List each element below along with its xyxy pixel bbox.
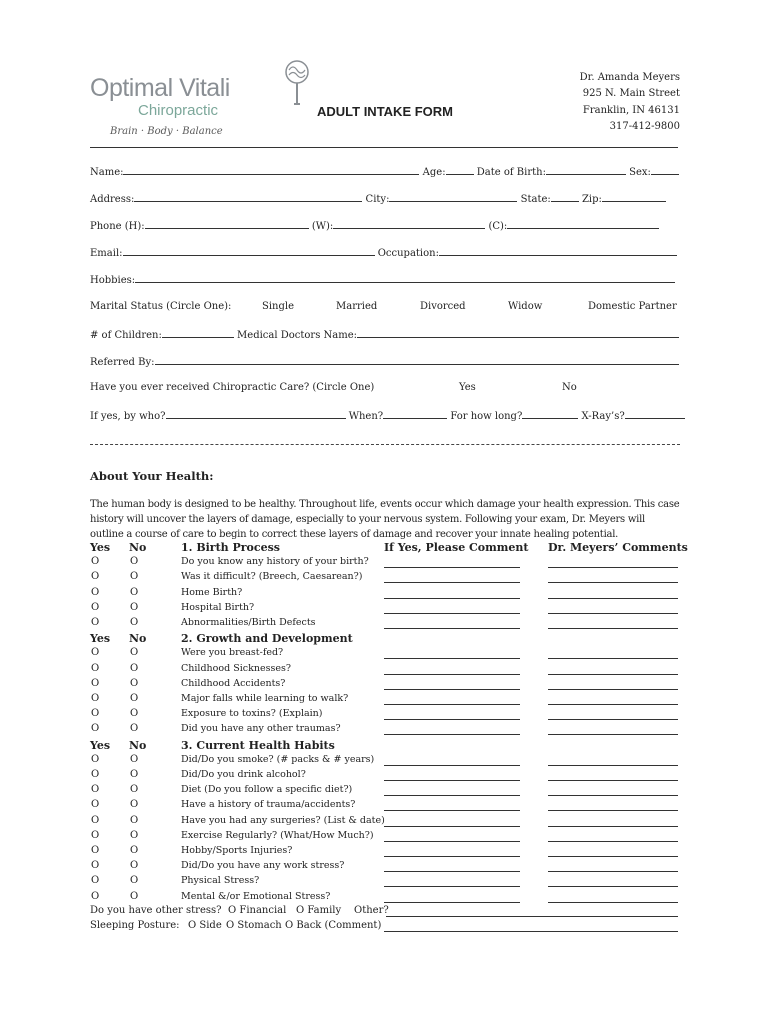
city-input[interactable] <box>389 192 517 202</box>
patient-comment-input[interactable] <box>384 877 520 887</box>
patient-comment-input[interactable] <box>384 847 520 857</box>
yes-circle[interactable]: O <box>91 769 100 780</box>
dr-comment-input[interactable] <box>548 756 678 766</box>
referred-row <box>90 355 679 368</box>
clinic-logo <box>90 60 235 145</box>
no-circle[interactable]: O <box>130 875 139 887</box>
no-circle[interactable]: O <box>130 617 139 628</box>
question-text: Do you know any history of your birth? <box>181 556 369 568</box>
patient-comment-input[interactable] <box>384 771 520 781</box>
sleep-side-option[interactable]: O Side <box>188 920 222 931</box>
no-circle[interactable]: O <box>130 890 139 902</box>
children-input[interactable] <box>162 328 234 338</box>
sleep-comment-input[interactable] <box>384 922 678 932</box>
sleep-stomach-option[interactable]: O Stomach <box>226 920 282 931</box>
dr-comment-input[interactable] <box>548 695 678 705</box>
no-circle[interactable]: O <box>130 799 139 811</box>
question-text: Abnormalities/Birth Defects <box>181 617 316 628</box>
col-no-header: No <box>129 541 147 554</box>
xrays-input[interactable] <box>625 409 685 419</box>
children-row <box>90 328 679 341</box>
address-label: Address: <box>90 194 135 205</box>
patient-comment-input[interactable] <box>384 801 520 811</box>
no-circle[interactable]: O <box>130 586 139 598</box>
no-circle[interactable]: O <box>130 708 139 720</box>
question-text: Hospital Birth? <box>181 601 255 613</box>
marital-domestic-partner[interactable]: Domestic Partner <box>588 301 677 312</box>
patient-comment-input[interactable] <box>384 573 520 583</box>
health-intro-line-3: outline a course of care to begin to correct these layers of damage and recover your innate healing potential. <box>90 529 619 540</box>
phone-work-input[interactable] <box>333 219 485 229</box>
stress-family-option[interactable]: O Family <box>296 905 342 916</box>
question-text: Have a history of trauma/accidents? <box>181 799 356 811</box>
health-intro-line-1: The human body is designed to be healthy. Throughout life, events occur which damage your health expression. This case <box>90 499 680 510</box>
email-row <box>90 246 677 259</box>
question-text: Was it difficult? (Breech, Caesarean?) <box>181 571 363 583</box>
col-dr-comments-header: Dr. Meyers’ Comments <box>548 541 688 554</box>
question-text: Diet (Do you follow a specific diet?) <box>181 784 353 796</box>
marital-married[interactable]: Married <box>336 301 378 312</box>
when-label: When? <box>348 411 384 422</box>
chiro-care-question: Have you ever received Chiropractic Care? (Circle One) <box>90 382 375 393</box>
dr-comment-input[interactable] <box>548 862 678 872</box>
phone-row <box>90 219 659 232</box>
yes-circle[interactable]: O <box>91 662 100 674</box>
no-circle[interactable]: O <box>130 784 139 796</box>
dr-comment-input[interactable] <box>548 877 678 887</box>
referred-label: Referred By: <box>90 357 155 368</box>
xrays-label: X-Ray’s? <box>581 411 625 422</box>
dr-comment-input[interactable] <box>548 649 678 659</box>
col-comment-header: If Yes, Please Comment <box>384 541 529 554</box>
yes-circle[interactable]: O <box>91 617 100 628</box>
name-label: Name: <box>90 167 124 178</box>
question-text: Childhood Sicknesses? <box>181 662 291 674</box>
section-title: 3. Current Health Habits <box>181 738 335 752</box>
city-label: City: <box>365 194 390 205</box>
section-title: 2. Growth and Development <box>181 632 353 646</box>
no-circle[interactable]: O <box>130 860 139 872</box>
dr-comment-input[interactable] <box>548 847 678 857</box>
patient-comment-input[interactable] <box>384 558 520 568</box>
occupation-input[interactable] <box>439 246 677 256</box>
no-circle[interactable]: O <box>130 662 139 674</box>
age-label: Age: <box>422 167 446 178</box>
yes-circle[interactable]: O <box>91 890 100 902</box>
no-circle[interactable]: O <box>130 647 139 659</box>
occupation-label: Occupation: <box>377 248 439 259</box>
section-divider <box>90 444 680 445</box>
state-label: State: <box>520 194 551 205</box>
no-circle[interactable]: O <box>130 829 139 841</box>
phone-cell-input[interactable] <box>507 219 659 229</box>
dr-comment-input[interactable] <box>548 573 678 583</box>
yes-circle[interactable]: O <box>91 556 100 568</box>
by-who-input[interactable] <box>166 409 346 419</box>
sleeping-posture-label: Sleeping Posture: <box>90 920 180 931</box>
phone-home-label: Phone (H): <box>90 221 145 232</box>
col-yes-header: Yes <box>90 541 111 554</box>
phone-home-input[interactable] <box>145 219 309 229</box>
doctor-city: Franklin, IN 46131 <box>582 105 680 116</box>
dr-comment-input[interactable] <box>548 619 678 629</box>
how-long-input[interactable] <box>522 409 578 419</box>
patient-comment-input[interactable] <box>384 619 520 629</box>
question-text: Did/Do you smoke? (# packs & # years) <box>181 753 375 765</box>
address-row <box>90 192 666 205</box>
patient-comment-input[interactable] <box>384 589 520 599</box>
tree-brain-icon <box>280 60 314 106</box>
hobbies-label: Hobbies: <box>90 275 136 286</box>
yes-circle[interactable]: O <box>91 814 100 826</box>
phone-cell-label: (C): <box>488 221 508 232</box>
children-label: # of Children: <box>90 330 162 341</box>
yes-circle[interactable]: O <box>91 860 100 872</box>
yes-circle[interactable]: O <box>91 875 100 887</box>
stress-other-label: Other? <box>354 905 389 916</box>
question-text: Did/Do you have any work stress? <box>181 860 345 872</box>
logo-name: Optimal Vitali <box>90 74 230 102</box>
patient-comment-input[interactable] <box>384 604 520 614</box>
yes-circle[interactable]: O <box>91 753 100 765</box>
question-text: Exercise Regularly? (What/How Much?) <box>181 829 374 841</box>
marital-label: Marital Status (Circle One): <box>90 301 232 312</box>
patient-comment-input[interactable] <box>384 725 520 735</box>
form-title: ADULT INTAKE FORM <box>317 104 453 119</box>
no-circle[interactable]: O <box>130 753 139 765</box>
dr-comment-input[interactable] <box>548 710 678 720</box>
question-text: Home Birth? <box>181 586 243 598</box>
other-stress-label: Do you have other stress? <box>90 905 222 916</box>
marital-single[interactable]: Single <box>262 301 295 312</box>
question-text: Did you have any other traumas? <box>181 723 341 735</box>
yes-circle[interactable]: O <box>91 571 100 583</box>
question-text: Have you had any surgeries? (List & date) <box>181 814 385 826</box>
dr-comment-input[interactable] <box>548 604 678 614</box>
patient-comment-input[interactable] <box>384 649 520 659</box>
yes-circle[interactable]: O <box>91 601 100 613</box>
dr-comment-input[interactable] <box>548 558 678 568</box>
patient-comment-input[interactable] <box>384 832 520 842</box>
yes-circle[interactable]: O <box>91 784 100 796</box>
logo-line2: Chiropractic <box>138 102 219 119</box>
no-circle[interactable]: O <box>130 571 139 583</box>
patient-comment-input[interactable] <box>384 893 520 903</box>
question-text: Childhood Accidents? <box>181 677 286 689</box>
section-title: 1. Birth Process <box>181 541 280 554</box>
no-circle[interactable]: O <box>130 769 139 780</box>
sex-input[interactable] <box>651 165 679 175</box>
yes-circle[interactable]: O <box>91 693 100 704</box>
question-text: Did/Do you drink alcohol? <box>181 769 306 780</box>
no-circle[interactable]: O <box>130 601 139 613</box>
no-circle[interactable]: O <box>130 677 139 689</box>
yes-circle[interactable]: O <box>91 829 100 841</box>
dr-comment-input[interactable] <box>548 786 678 796</box>
health-intro-line-2: history will uncover the layers of damage, especially to your nervous system. Following your exam, Dr. Meyers will <box>90 514 645 525</box>
stress-financial-option[interactable]: O Financial <box>228 905 287 916</box>
sex-label: Sex: <box>629 167 651 178</box>
chiro-yes-option[interactable]: Yes <box>459 382 476 393</box>
col-yes-header: Yes <box>90 738 111 752</box>
yes-circle[interactable]: O <box>91 845 100 856</box>
col-yes-header: Yes <box>90 632 111 646</box>
prior-care-row <box>90 409 685 422</box>
zip-label: Zip: <box>581 194 602 205</box>
dob-input[interactable] <box>546 165 626 175</box>
question-text: Were you breast-fed? <box>181 647 284 659</box>
yes-circle[interactable]: O <box>91 677 100 689</box>
dr-comment-input[interactable] <box>548 771 678 781</box>
name-input[interactable] <box>123 165 419 175</box>
no-circle[interactable]: O <box>130 845 139 856</box>
state-input[interactable] <box>551 192 579 202</box>
dr-comment-input[interactable] <box>548 589 678 599</box>
doctor-name: Dr. Amanda Meyers <box>579 72 680 83</box>
yes-circle[interactable]: O <box>91 708 100 720</box>
health-heading: About Your Health: <box>90 469 214 483</box>
address-input[interactable] <box>134 192 362 202</box>
yes-circle[interactable]: O <box>91 647 100 659</box>
no-circle[interactable]: O <box>130 814 139 826</box>
yes-circle[interactable]: O <box>91 799 100 811</box>
no-circle[interactable]: O <box>130 723 139 735</box>
chiro-no-option[interactable]: No <box>562 382 577 393</box>
email-input[interactable] <box>123 246 375 256</box>
dob-label: Date of Birth: <box>476 167 546 178</box>
hobbies-input[interactable] <box>135 273 675 283</box>
by-who-label: If yes, by who? <box>90 411 166 422</box>
age-input[interactable] <box>446 165 474 175</box>
marital-widow[interactable]: Widow <box>508 301 543 312</box>
dr-comment-input[interactable] <box>548 680 678 690</box>
header-divider <box>90 147 678 148</box>
phone-work-label: (W): <box>311 221 334 232</box>
question-text: Mental &/or Emotional Stress? <box>181 890 331 902</box>
patient-comment-input[interactable] <box>384 817 520 827</box>
doctor-street: 925 N. Main Street <box>582 88 680 99</box>
question-text: Major falls while learning to walk? <box>181 693 349 704</box>
yes-circle[interactable]: O <box>91 586 100 598</box>
hobbies-row <box>90 273 675 286</box>
medical-doctors-label: Medical Doctors Name: <box>237 330 357 341</box>
col-no-header: No <box>129 738 147 752</box>
name-row <box>90 165 679 178</box>
no-circle[interactable]: O <box>130 556 139 568</box>
patient-comment-input[interactable] <box>384 786 520 796</box>
sleep-back-option[interactable]: O Back (Comment) <box>285 920 382 931</box>
how-long-label: For how long? <box>450 411 523 422</box>
no-circle[interactable]: O <box>130 693 139 704</box>
referred-input[interactable] <box>155 355 679 365</box>
yes-circle[interactable]: O <box>91 723 100 735</box>
dr-comment-input[interactable] <box>548 832 678 842</box>
patient-comment-input[interactable] <box>384 756 520 766</box>
doctor-phone: 317-412-9800 <box>609 121 680 132</box>
stress-other-input[interactable] <box>386 907 678 917</box>
dr-comment-input[interactable] <box>548 725 678 735</box>
patient-comment-input[interactable] <box>384 862 520 872</box>
dr-comment-input[interactable] <box>548 817 678 827</box>
email-label: Email: <box>90 248 123 259</box>
medical-doctors-input[interactable] <box>357 328 679 338</box>
dr-comment-input[interactable] <box>548 665 678 675</box>
dr-comment-input[interactable] <box>548 801 678 811</box>
dr-comment-input[interactable] <box>548 893 678 903</box>
marital-divorced[interactable]: Divorced <box>420 301 466 312</box>
patient-comment-input[interactable] <box>384 665 520 675</box>
patient-comment-input[interactable] <box>384 680 520 690</box>
when-input[interactable] <box>383 409 447 419</box>
col-no-header: No <box>129 632 147 646</box>
patient-comment-input[interactable] <box>384 695 520 705</box>
logo-tagline: Brain · Body · Balance <box>110 126 223 137</box>
zip-input[interactable] <box>602 192 666 202</box>
question-text: Hobby/Sports Injuries? <box>181 845 293 856</box>
question-text: Exposure to toxins? (Explain) <box>181 708 323 720</box>
patient-comment-input[interactable] <box>384 710 520 720</box>
question-text: Physical Stress? <box>181 875 260 887</box>
